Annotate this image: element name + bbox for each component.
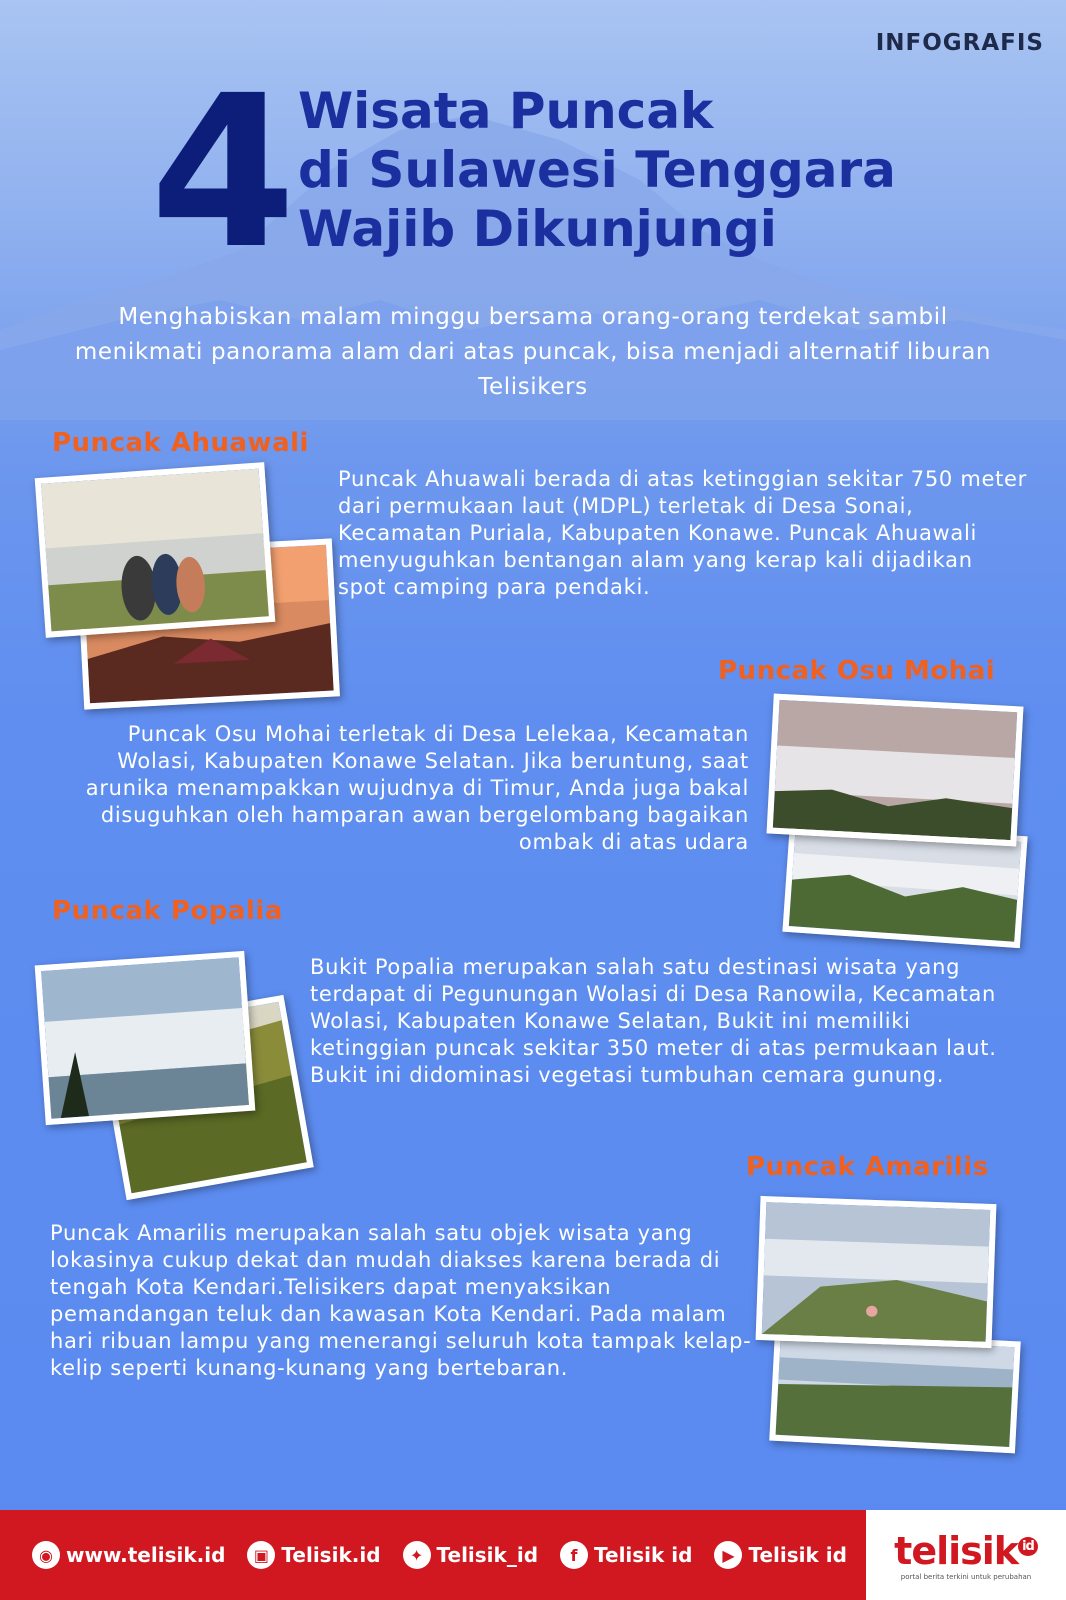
heading-ahuawali: Puncak Ahuawali — [52, 428, 309, 458]
footer-twitter-label: Telisik_id — [436, 1543, 539, 1567]
youtube-icon: ▶ — [714, 1541, 742, 1569]
photo-amarilis-hill — [756, 1196, 997, 1348]
photo-ahuawali-people — [35, 462, 276, 638]
intro-text: Menghabiskan malam minggu bersama orang-orang terdekat sambil menikmati panorama alam dari atas puncak, bisa menjadi alternatif liburan Telisikers — [74, 304, 992, 400]
logo-word: telisik — [894, 1529, 1019, 1573]
photo-osu-mohai-clouds — [767, 694, 1024, 847]
footer-facebook-label: Telisik id — [594, 1543, 693, 1567]
heading-popalia: Puncak Popalia — [52, 896, 283, 926]
logo-tagline: portal berita terkini untuk perubahan — [900, 1573, 1032, 1581]
title-number: 4 — [150, 50, 297, 295]
text-ahuawali: Puncak Ahuawali berada di atas ketinggian sekitar 750 meter dari permukaan laut (MDPL) terletak di Desa Sonai, Kecamatan Puriala, Kabupaten Konawe. Puncak Ahuawali menyuguhkan bentangan alam yang kerap kali dijadikan spot camping para pendaki. — [338, 467, 1028, 599]
title-line-3: Wajib Dikunjungi — [298, 200, 777, 258]
footer-youtube[interactable] — [714, 1541, 846, 1569]
footer-website-label: www.telisik.id — [66, 1543, 226, 1567]
title-line-1: Wisata Puncak — [298, 82, 714, 140]
logo-badge: id — [1018, 1537, 1038, 1556]
photo-popalia-clouds — [35, 951, 256, 1125]
telisik-logo[interactable] — [866, 1510, 1066, 1600]
footer-bar — [0, 1510, 1066, 1600]
text-amarilis: Puncak Amarilis merupakan salah satu objek wisata yang lokasinya cukup dekat dan mudah diakses karena berada di tengah Kota Kendari.Telisikers dapat menyaksikan pemandangan teluk dan kawasan Kota Kendari. Pada malam hari ribuan lampu yang menerangi seluruh kota tampak kelap-kelip seperti kunang-kunang yang bertebaran. — [50, 1221, 752, 1380]
footer-website[interactable] — [32, 1541, 225, 1569]
footer-facebook[interactable] — [560, 1541, 692, 1569]
instagram-icon: ▣ — [247, 1541, 275, 1569]
twitter-icon: ✦ — [403, 1541, 431, 1569]
heading-osu-mohai: Puncak Osu Mohai — [718, 656, 996, 686]
text-popalia-body: Bukit Popalia merupakan salah satu destinasi wisata yang terdapat di Pegunungan Wolasi di Desa Ranowila, Kecamatan Wolasi, Kabupaten Konawe Selatan, Bukit ini memiliki ketinggian puncak sekitar 350 meter di atas permukaan laut. Bukit ini didominasi vegetasi tumbuhan cemara gunung. — [310, 955, 997, 1087]
infografis-tag: INFOGRAFIS — [875, 30, 1044, 56]
title-line-2: di Sulawesi Tenggara — [298, 141, 896, 199]
footer-instagram-label: Telisik.id — [281, 1543, 381, 1567]
text-osu-mohai: Puncak Osu Mohai terletak di Desa Lelekaa, Kecamatan Wolasi, Kabupaten Konawe Selatan. Jika beruntung, saat arunika menampakkan wujudnya di Timur, Anda juga bakal disuguhkan oleh hamparan awan bergelombang bagaikan ombak di atas udara — [85, 722, 749, 854]
globe-icon: ◉ — [32, 1541, 60, 1569]
page-title — [298, 82, 896, 259]
logo-wordmark — [894, 1529, 1038, 1573]
heading-amarilis: Puncak Amarilis — [746, 1152, 989, 1182]
footer-instagram[interactable] — [247, 1541, 380, 1569]
footer-youtube-label: Telisik id — [748, 1543, 847, 1567]
footer-twitter[interactable] — [403, 1541, 539, 1569]
facebook-icon: f — [560, 1541, 588, 1569]
